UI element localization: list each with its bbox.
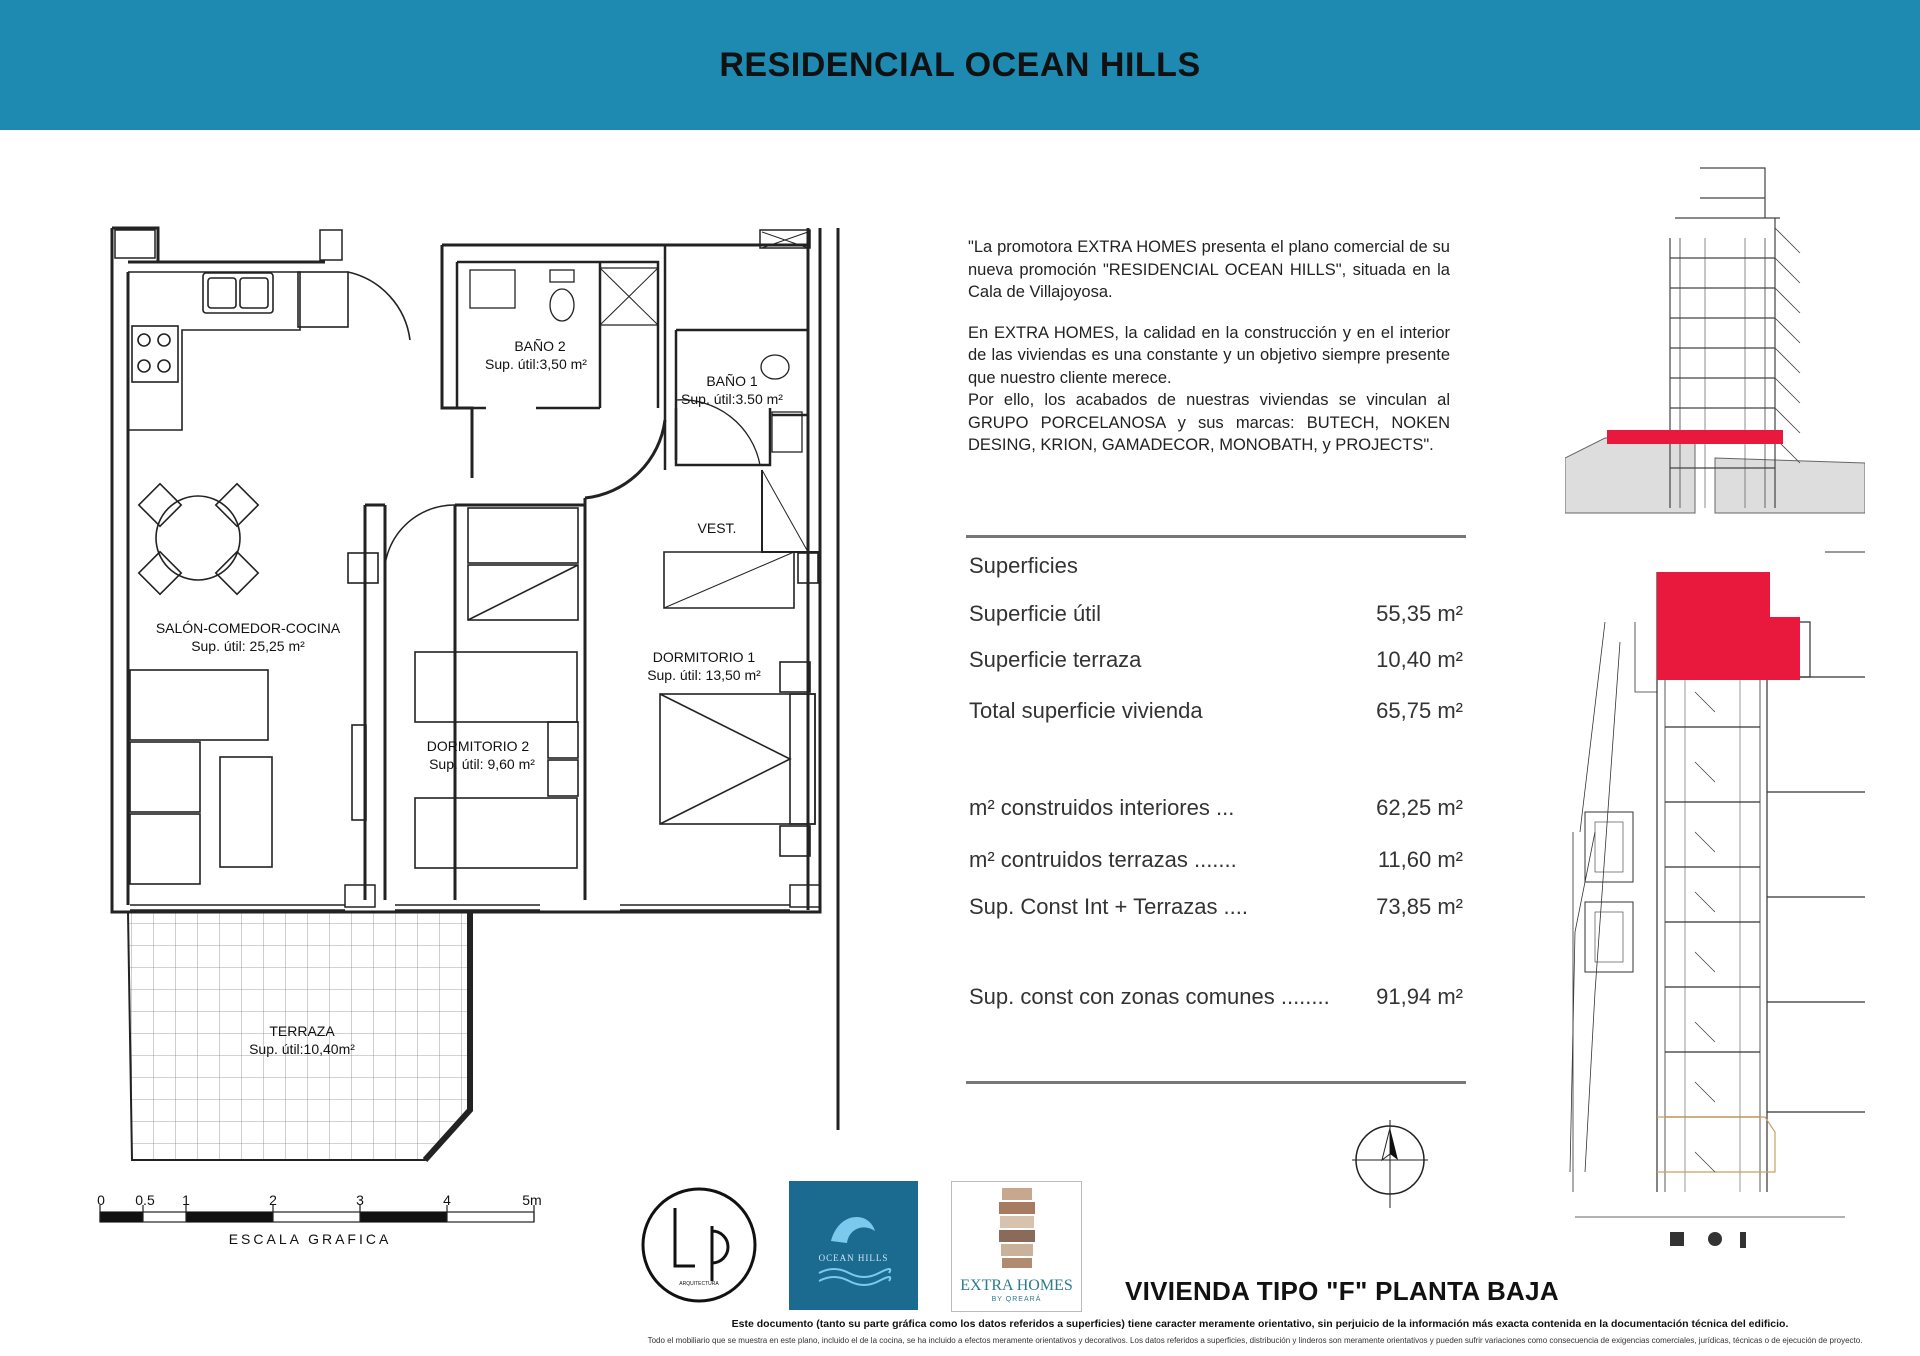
bathroom-2 <box>442 260 658 408</box>
intro-paragraph: En EXTRA HOMES, la calidad en la construcción y en el interior de las viviendas es una constante y un objetivo siempre presente que nuestro cliente merece. <box>968 323 1450 387</box>
scale-tick: 3 <box>356 1192 364 1208</box>
scale-label: ESCALA GRAFICA <box>228 1231 392 1247</box>
ocean-hills-name: OCEAN HILLS <box>818 1253 889 1263</box>
floor-plan <box>0 130 880 1260</box>
room-dorm1-area: Sup. útil: 13,50 m² <box>647 667 761 683</box>
scale-tick: 4 <box>443 1192 451 1208</box>
surface-label: Superficie útil <box>969 601 1102 626</box>
unit-type-title: VIVIENDA TIPO "F" PLANTA BAJA <box>1125 1276 1559 1306</box>
surface-label: Superficie terraza <box>969 647 1142 672</box>
surface-value: 73,85 m² <box>1376 894 1463 919</box>
north-arrow-icon <box>1352 1120 1432 1210</box>
lp-caption: ARQUITECTURA <box>679 1281 719 1287</box>
interior-walls <box>365 420 665 900</box>
room-vest: VEST. <box>697 520 737 536</box>
room-dorm2-area: Sup. útil: 9,60 m² <box>429 756 535 772</box>
intro-paragraph: "La promotora EXTRA HOMES presenta el plano comercial de su nueva promoción "RESIDENCIAL OCEAN HILLS", situada en la Cala de Villajoyosa. <box>968 238 1450 301</box>
superficies-title: Superficies <box>969 553 1078 578</box>
surface-value: 91,94 m² <box>1376 984 1463 1009</box>
surface-label: m² contruidos terrazas ....... <box>969 847 1237 872</box>
highlight-unit <box>1657 572 1800 680</box>
surface-row <box>969 795 1463 821</box>
surface-row <box>969 847 1463 873</box>
extra-homes-name: EXTRA HOMES <box>960 1277 1073 1294</box>
surface-label: Sup. const con zonas comunes ........ <box>969 984 1330 1009</box>
room-bano2-name: BAÑO 2 <box>514 338 566 354</box>
surface-row <box>969 601 1463 627</box>
surface-row <box>969 698 1463 724</box>
room-bano1-name: BAÑO 1 <box>706 373 758 389</box>
surface-value: 10,40 m² <box>1376 647 1463 672</box>
disclaimer-main: Este documento (tanto su parte gráfica como los datos referidos a superficies) tiene caracter meramente orientativo, sin perjuicio de la información más exacta contenida en la documentación técnica del edificio. <box>731 1318 1789 1330</box>
page-title: RESIDENCIAL OCEAN HILLS <box>719 45 1201 84</box>
intro-text <box>968 236 1450 457</box>
scale-tick: 2 <box>269 1192 277 1208</box>
disclaimer-fine-print: Todo el mobiliario que se muestra en este plano, incluido el de la cocina, se ha incluido a efectos meramente orientativos y decorativos. Los datos referidos a superficies, distribución y linderos son meramente orientativos y pueden sufrir variaciones como consecuencia de exigencias comerciales, jurídicas, técnicas o de ejecución de proyecto. <box>647 1336 1863 1345</box>
surface-label: Sup. Const Int + Terrazas .... <box>969 894 1249 919</box>
room-salon-name: SALÓN-COMEDOR-COCINA <box>155 620 341 636</box>
surface-value: 11,60 m² <box>1377 847 1463 872</box>
scale-tick: 0 <box>97 1192 105 1208</box>
extra-homes-sub: BY QREARÁ <box>991 1296 1042 1303</box>
header-banner <box>0 0 1920 130</box>
surface-row <box>969 984 1463 1010</box>
divider <box>966 1081 1466 1084</box>
divider <box>966 535 1466 538</box>
scale-tick: 1 <box>182 1192 190 1208</box>
room-dorm1-name: DORMITORIO 1 <box>652 649 756 665</box>
kitchen <box>128 272 410 430</box>
dining-table <box>139 484 258 594</box>
room-terraza-name: TERRAZA <box>269 1023 335 1039</box>
ocean-hills-logo <box>789 1181 918 1310</box>
scale-bar <box>97 1192 542 1247</box>
surface-value: 55,35 m² <box>1376 601 1463 626</box>
dorm1-bed <box>660 662 815 856</box>
bathroom-1 <box>665 245 808 470</box>
site-plan-drawing <box>1565 532 1875 1262</box>
scale-tick: 5m <box>522 1192 542 1208</box>
surface-label: Total superficie vivienda <box>969 698 1203 723</box>
room-salon-area: Sup. útil: 25,25 m² <box>191 638 305 654</box>
room-dorm2-name: DORMITORIO 2 <box>426 738 530 754</box>
extra-homes-logo <box>951 1181 1082 1312</box>
surface-value: 62,25 m² <box>1376 795 1463 820</box>
scale-tick: 0.5 <box>135 1192 155 1208</box>
lp-arquitectura-logo <box>640 1186 758 1304</box>
intro-paragraph: Por ello, los acabados de nuestras viviendas se vinculan al GRUPO PORCELANOSA y sus marcas: BUTECH, NOKEN DESING, KRION, GAMADECOR, MONOBATH, y PROJECTS". <box>968 391 1450 454</box>
surface-row <box>969 647 1463 673</box>
building-section-drawing <box>1565 158 1865 518</box>
surface-value: 65,75 m² <box>1376 698 1463 723</box>
surface-row <box>969 894 1463 920</box>
sofas <box>130 670 366 884</box>
room-bano2-area: Sup. útil:3,50 m² <box>485 356 587 372</box>
room-terraza-area: Sup. útil:10,40m² <box>249 1041 355 1057</box>
highlight-floor <box>1607 430 1783 444</box>
room-bano1-area: Sup. útil:3.50 m² <box>681 391 783 407</box>
surface-label: m² construidos interiores ... <box>969 795 1235 820</box>
